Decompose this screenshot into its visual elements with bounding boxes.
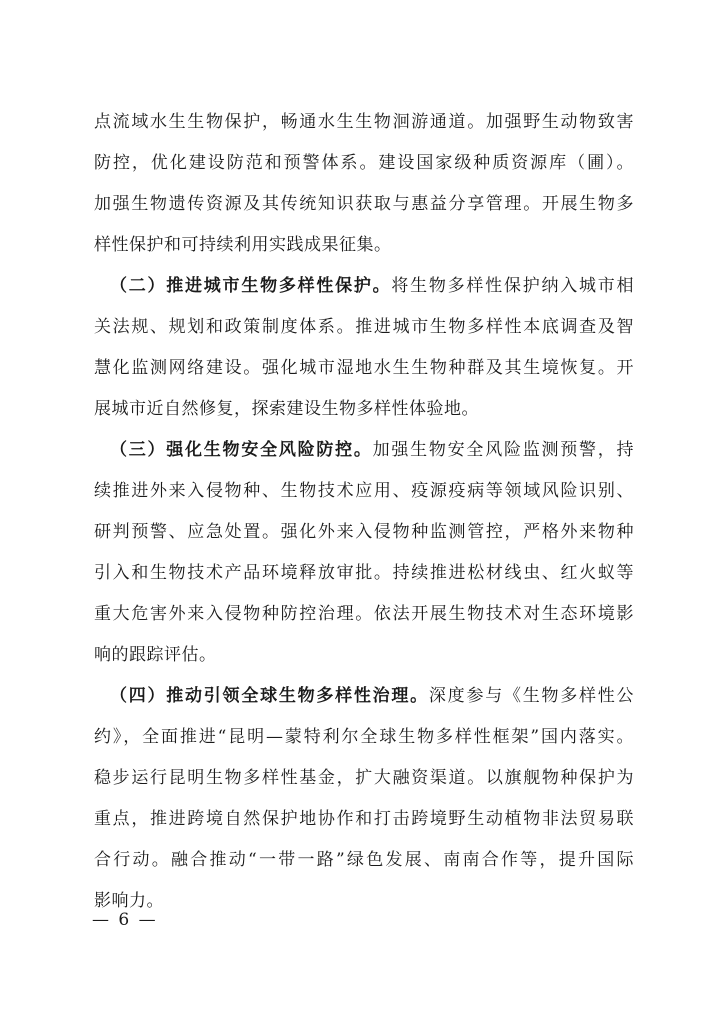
paragraph-line: 关法规、规划和政策制度体系。推进城市生物多样性本底调查及智 [94,317,634,337]
paragraph-line: 重点，推进跨境自然保护地协作和打击跨境野生动植物非法贸易联 [94,809,634,829]
paragraph-line: 点流域水生生物保护，畅通水生生物洄游通道。加强野生动物致害 [94,112,634,132]
paragraph-text: 加强生物安全风险监测预警，持 [372,440,635,460]
section-heading-line [110,266,634,306]
section-heading-line [110,430,634,470]
page-number: — 6 — [92,910,158,930]
paragraph-line: 续推进外来入侵物种、生物技术应用、疫源疫病等领域风险识别、 [94,481,634,501]
section-heading-line [110,676,634,716]
section-heading: （四）推动引领全球生物多样性治理。 [110,686,429,706]
paragraph-line: 样性保护和可持续利用实践成果征集。 [94,235,392,255]
paragraph-line: 展城市近自然修复，探索建设生物多样性体验地。 [94,399,479,419]
paragraph-line: 响的跟踪评估。 [94,645,217,665]
paragraph-line: 重大危害外来入侵物种防控治理。依法开展生物技术对生态环境影 [94,604,634,624]
paragraph-line: 合行动。融合推动“一带一路”绿色发展、南南合作等，提升国际 [94,850,634,870]
paragraph-line: 研判预警、应急处置。强化外来入侵物种监测管控，严格外来物种 [94,522,634,542]
paragraph-line: 稳步运行昆明生物多样性基金，扩大融资渠道。以旗舰物种保护为 [94,768,634,788]
paragraph-line: 引入和生物技术产品环境释放审批。持续推进松材线虫、红火蚁等 [94,563,634,583]
paragraph-line: 慧化监测网络建设。强化城市湿地水生生物种群及其生境恢复。开 [94,358,634,378]
section-heading: （三）强化生物安全风险防控。 [110,440,373,460]
paragraph-line: 防控，优化建设防范和预警体系。建设国家级种质资源库（圃）。 [94,153,634,173]
paragraph-line: 影响力。 [94,891,164,911]
paragraph-text: 深度参与《生物多样性公 [428,686,635,706]
paragraph-text: 将生物多样性保护纳入城市相 [391,276,635,296]
paragraph-line: 约》，全面推进“昆明—蒙特利尔全球生物多样性框架”国内落实。 [94,727,634,747]
paragraph-line: 加强生物遗传资源及其传统知识获取与惠益分享管理。开展生物多 [94,194,634,214]
section-heading: （二）推进城市生物多样性保护。 [110,276,392,296]
